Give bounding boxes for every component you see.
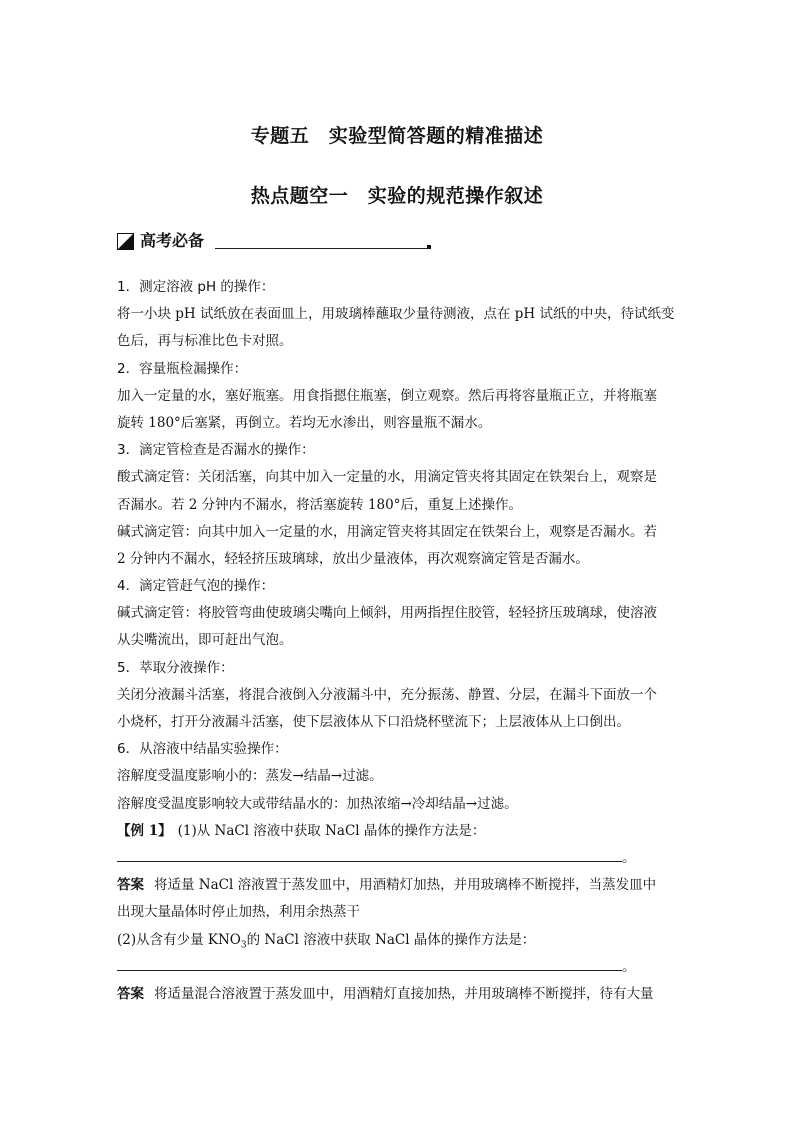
paragraph-line: 将一小块 pH 试纸放在表面皿上，用玻璃棒蘸取少量待测液，点在 pH 试纸的中央，待试纸变: [117, 306, 675, 323]
document-body: [117, 274, 679, 1008]
example-question-1: [117, 818, 679, 845]
paragraph-line: 关闭分液漏斗活塞，将混合液倒入分液漏斗中，充分振荡、静置、分层，在漏斗下面放一个: [117, 686, 657, 703]
heading-extraction: 5．萃取分液操作：: [117, 659, 234, 676]
answer-blank-row: [117, 845, 679, 872]
subscript: 3: [240, 940, 247, 951]
paragraph-line: 小烧杯，打开分液漏斗活塞，使下层液体从下口沿烧杯壁流下；上层液体从上口倒出。: [117, 714, 630, 730]
example-question-2: [117, 927, 679, 954]
heading-burette-bubble: 4．滴定管赶气泡的操作：: [117, 578, 275, 595]
paragraph-line: 否漏水。若 2 分钟内不漏水，将活塞旋转 180°后，重复上述操作。: [117, 496, 522, 513]
answer-label: 答案: [117, 877, 144, 894]
answer-label: 答案: [117, 985, 144, 1002]
paragraph-line: 色后，再与标准比色卡对照。: [117, 333, 293, 350]
paragraph-line: 从尖嘴流出，即可赶出气泡。: [117, 632, 293, 649]
paragraph-line: 旋转 180°后塞紧，再倒立。若均无水渗出，则容量瓶不漏水。: [117, 414, 492, 431]
answer-1-line: [117, 872, 679, 899]
paragraph-line: 碱式滴定管：向其中加入一定量的水，用滴定管夹将其固定在铁架台上，观察是否漏水。若: [117, 523, 657, 540]
paragraph-line: 碱式滴定管：将胶管弯曲使玻璃尖嘴向上倾斜，用两指捏住胶管，轻轻挤压玻璃球，使溶液: [117, 605, 657, 622]
paragraph-line: 溶解度受温度影响小的：蒸发→结晶→过滤。: [117, 768, 383, 785]
answer-text: 将适量 NaCl 溶液置于蒸发皿中，用酒精灯加热，并用玻璃棒不断搅拌，当蒸发皿中: [154, 877, 657, 894]
answer-text: 将适量混合溶液置于蒸发皿中，用酒精灯直接加热，并用玻璃棒不断搅拌，待有大量: [154, 985, 654, 1002]
paragraph-line: 溶解度受温度影响较大或带结晶水的：加热浓缩→冷却结晶→过滤。: [117, 795, 518, 812]
paragraph-line: 出现大量晶体时停止加热，利用余热蒸干: [117, 904, 360, 921]
heading-burette-leak: 3．滴定管检查是否漏水的操作：: [117, 442, 315, 459]
heading-crystallization: 6．从溶液中结晶实验操作：: [117, 741, 288, 758]
paragraph-line: 酸式滴定管：关闭活塞，向其中加入一定量的水，用滴定管夹将其固定在铁架台上，观察是: [117, 469, 657, 486]
paragraph-line: 2 分钟内不漏水，轻轻挤压玻璃球，放出少量液体，再次观察滴定管是否漏水。: [117, 550, 589, 567]
section-underline: [215, 248, 427, 249]
heading-volumetric-flask: 2．容量瓶检漏操作：: [117, 360, 248, 377]
section-marker-icon: [117, 233, 134, 250]
paragraph-line: 加入一定量的水，塞好瓶塞。用食指摁住瓶塞，倒立观察。然后再将容量瓶正立，并将瓶塞: [117, 387, 657, 404]
question-text: (2)从含有少量 KNO: [117, 931, 241, 948]
question-text: (1)从 NaCl 溶液中获取 NaCl 晶体的操作方法是：: [177, 822, 486, 839]
blank-end-mark: 。: [622, 849, 636, 866]
section-header: [117, 230, 447, 252]
sub-title: 热点题空一 实验的规范操作叙述: [250, 185, 544, 207]
answer-blank-2[interactable]: [117, 954, 622, 971]
heading-ph: 1．测定溶液 pH 的操作：: [117, 279, 275, 295]
blank-end-mark: 。: [622, 958, 636, 975]
question-text: 的 NaCl 溶液中获取 NaCl 晶体的操作方法是：: [246, 931, 536, 948]
section-title: 高考必备: [140, 231, 205, 250]
answer-blank-1[interactable]: [117, 845, 622, 862]
answer-blank-row: [117, 954, 679, 981]
section-end-dot: [427, 245, 431, 249]
main-title: 专题五 实验型简答题的精准描述: [250, 125, 544, 147]
answer-2-line: [117, 981, 679, 1008]
example-label: 【例 1】: [117, 822, 172, 839]
